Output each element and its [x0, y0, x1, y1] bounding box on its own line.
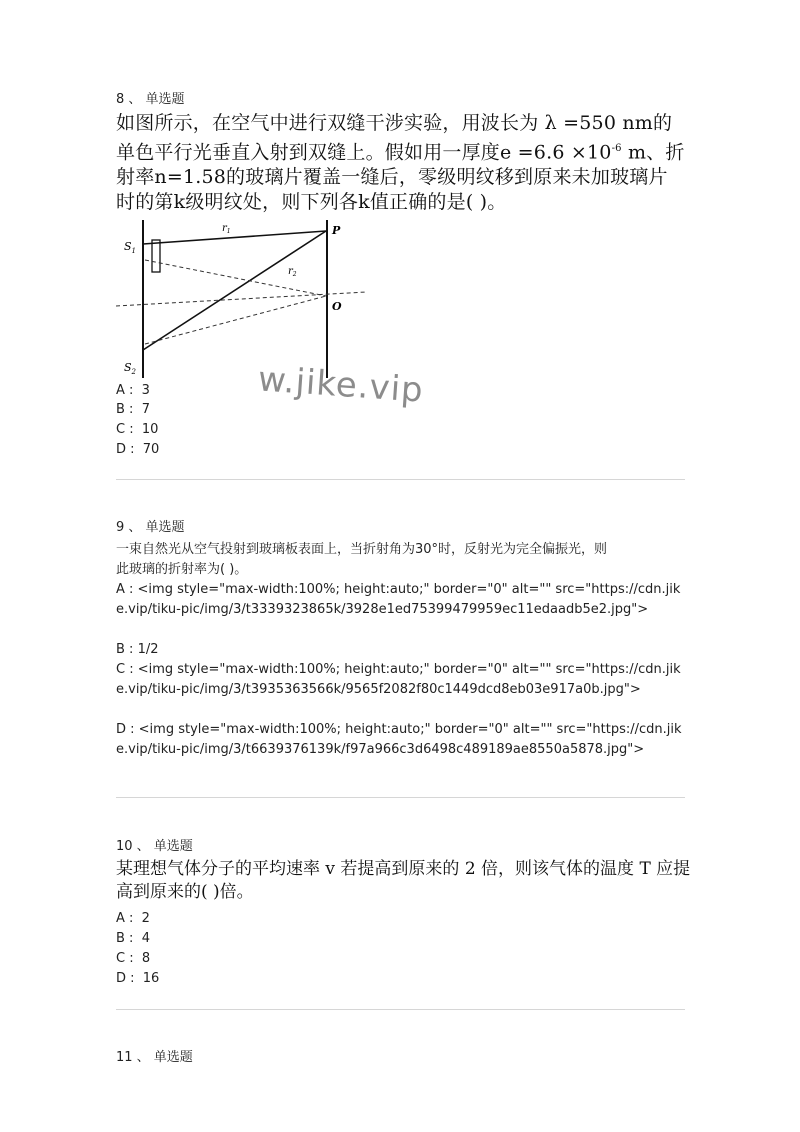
question-9-header: 9 、 单选题 [116, 520, 185, 535]
question-8-stem [116, 111, 685, 215]
question-8-header: 8 、 单选题 [116, 92, 185, 107]
exponent: -6 [611, 143, 622, 154]
separator [116, 479, 685, 480]
label-r2: $r_2$ [288, 266, 297, 278]
option-d[interactable]: D : <img style="max-width:100%; height:auto;" border="0" alt="" src="https://cdn.jike.vip/tiku-pic/img/3/t6639376139k/f97a966c3d6498c489189ae8550a5878.jpg"> [116, 722, 682, 757]
question-8-stem-line-1: 如图所示，在空气中进行双缝干涉实验，用波长为 λ =550 nm的 [116, 112, 673, 134]
option-d[interactable]: D : 70 [116, 442, 160, 457]
question-8-stem-line-2: 单色平行光垂直入射到双缝上。假如用一厚度$e =6.6 \times 10^{-6}$ m、折 [116, 141, 685, 164]
ray-r1 [143, 231, 326, 244]
option-a[interactable]: A : <img style="max-width:100%; height:auto;" border="0" alt="" src="https://cdn.jike.vip/tiku-pic/img/3/t3339323865k/3928e1ed75399479959ec11edaadb5e2.jpg"> [116, 582, 681, 617]
option-b[interactable]: B : 4 [116, 931, 150, 946]
option-c[interactable]: C : <img style="max-width:100%; height:auto;" border="0" alt="" src="https://cdn.jike.vip/tiku-pic/img/3/t3935363566k/9565f2082f80c1449dcd8eb03e917a0b.jpg"> [116, 662, 681, 697]
question-11-header: 11 、 单选题 [116, 1050, 193, 1065]
option-a[interactable]: A : 3 [116, 383, 150, 398]
question-9-stem [116, 540, 607, 580]
separator [116, 1009, 685, 1010]
option-b[interactable]: B : 1/2 [116, 642, 159, 657]
separator [116, 797, 685, 798]
watermark-text: w.jike.vip [256, 359, 425, 411]
option-c[interactable]: C : 10 [116, 422, 159, 437]
question-9-stem-line-2: 此玻璃的折射率为( )。 [116, 562, 248, 577]
double-slit-diagram [110, 216, 370, 381]
label-r1: $r_1$ [222, 223, 231, 235]
option-c[interactable]: C : 8 [116, 951, 151, 966]
question-10-stem [116, 858, 690, 904]
central-axis [116, 292, 366, 306]
question-10-stem-line-1: 某理想气体分子的平均速率 v 若提高到原来的 2 倍，则该气体的温度 T 应提 [116, 859, 691, 879]
option-a[interactable]: A : 2 [116, 911, 150, 926]
label-o: O [332, 300, 342, 313]
label-p: P [332, 224, 341, 237]
question-8-stem-line-3: 射率n=1.58的玻璃片覆盖一缝后，零级明纹移到原来未加玻璃片 [116, 166, 668, 189]
option-d[interactable]: D : 16 [116, 971, 160, 986]
question-10-header: 10 、 单选题 [116, 839, 193, 854]
option-b[interactable]: B : 7 [116, 402, 150, 417]
label-s2: $S_2$ [124, 361, 137, 376]
label-s1: $S_1$ [124, 240, 137, 255]
glass-slab [152, 240, 160, 272]
question-8-stem-line-4: 时的第k级明纹处，则下列各k值正确的是( )。 [116, 191, 507, 214]
question-9-stem-line-1: 一束自然光从空气投射到玻璃板表面上，当折射角为30°时，反射光为完全偏振光，则 [116, 542, 608, 557]
question-10-stem-line-2: 高到原来的( )倍。 [116, 882, 254, 902]
